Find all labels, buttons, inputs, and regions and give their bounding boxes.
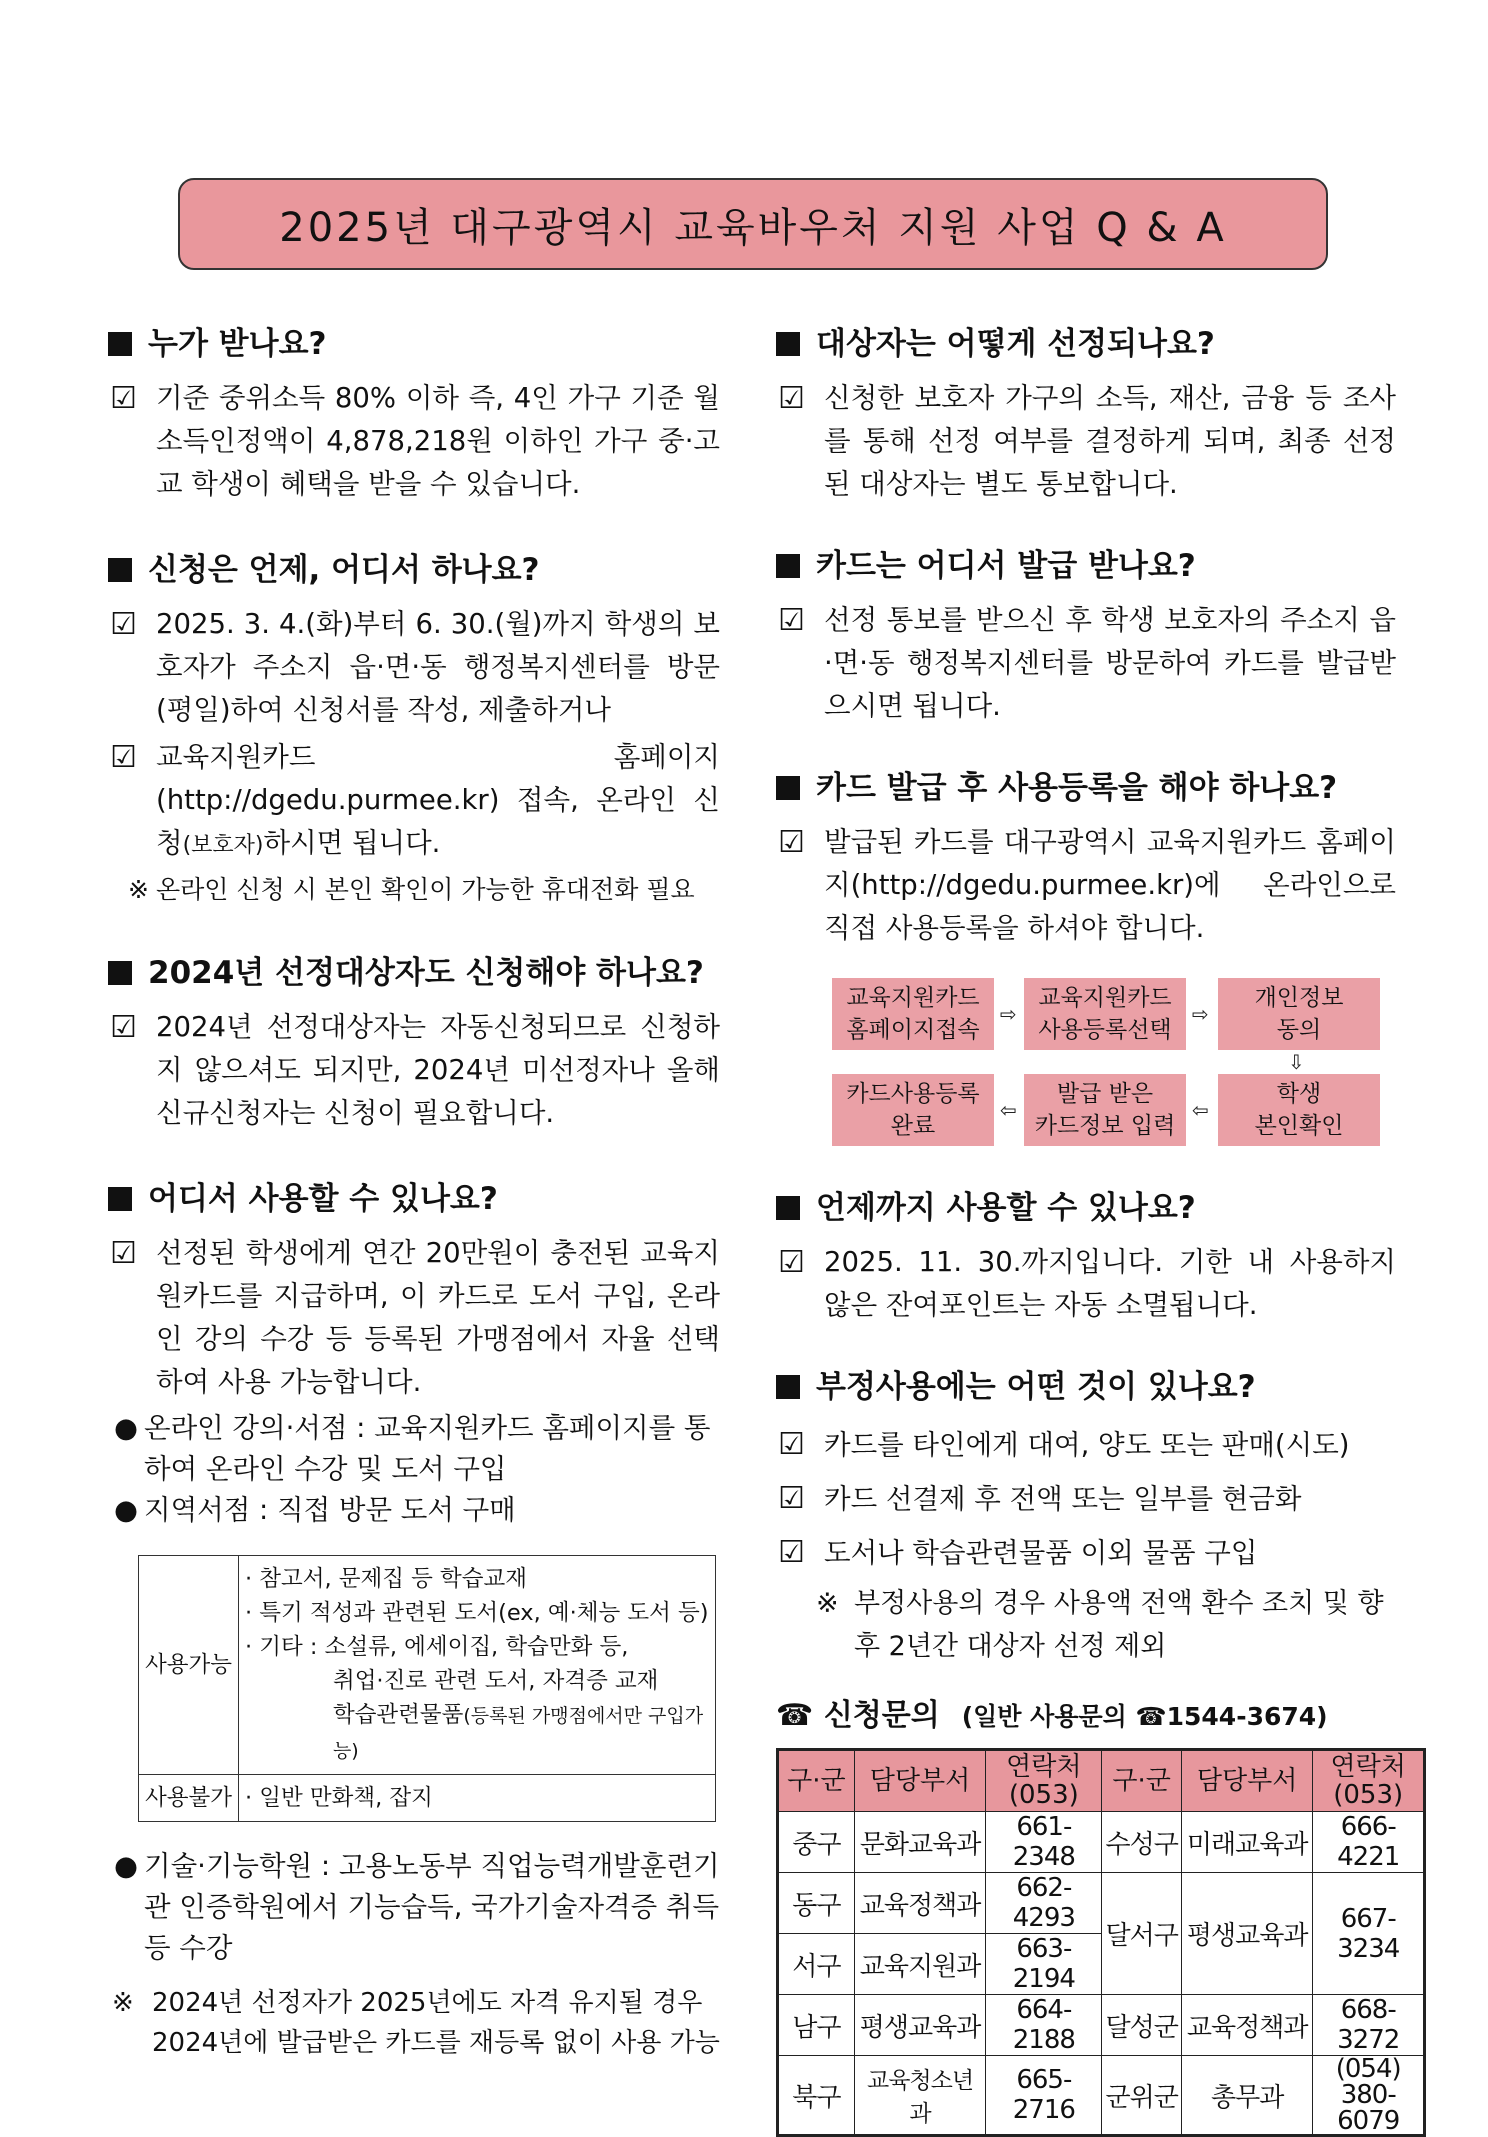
arrow-right-icon: ⇨: [1192, 1002, 1209, 1026]
table-cell: 수성구: [1102, 1812, 1182, 1873]
inquiry-subtitle: (일반 사용문의 ☎1544-3674): [961, 1702, 1328, 1731]
square-bullet-icon: [776, 554, 800, 578]
checkbox-icon: ☑: [110, 1236, 137, 1271]
flow-step-text: 개인정보: [1254, 985, 1344, 1011]
table-cell: 661-2348: [986, 1812, 1102, 1873]
table-cell: 668-3272: [1313, 1995, 1425, 2056]
note-text: 2024년 선정자가 2025년에도 자격 유지될 경우 2024년에 발급받은 카드를 재등록 없이 사용 가능: [152, 1988, 720, 2058]
question-text: 카드는 어디서 발급 받나요?: [816, 548, 1196, 584]
table-cell: 북구: [778, 2056, 855, 2136]
table-cell: 중구: [778, 1812, 855, 1873]
answer-text: 2025. 3. 4.(화)부터 6. 30.(월)까지 학생의 보호자가 주소지 읍·면·동 행정복지센터를 방문(평일)하여 신청서를 작성, 제출하거나: [156, 608, 720, 726]
section-misuse: [776, 1361, 1396, 1668]
table-cell: 미래교육과: [1181, 1812, 1313, 1873]
left-column: [108, 318, 720, 2101]
square-bullet-icon: [108, 1187, 132, 1211]
arrow-down-icon: ⇩: [1288, 1050, 1305, 1074]
reference-mark-icon: ※: [816, 1588, 839, 1619]
question-heading: [108, 544, 720, 589]
question-heading: [776, 318, 1396, 363]
question-text: 2024년 선정대상자도 신청해야 하나요?: [148, 955, 704, 991]
table-row: [778, 1995, 1425, 2056]
flow-step: [832, 1074, 994, 1146]
flow-step: [1218, 1074, 1380, 1146]
flow-step-text: 카드사용등록: [846, 1081, 980, 1107]
flow-step: [1024, 978, 1186, 1050]
answer-item: [776, 1420, 1396, 1470]
answer-text: 선정 통보를 받으신 후 학생 보호자의 주소지 읍·면·동 행정복지센터를 방문하여 카드를 발급받으시면 됩니다.: [824, 604, 1396, 722]
bullet-text: 지역서점 : 직접 방문 도서 구매: [144, 1494, 516, 1526]
header-cell: 담당부서: [1181, 1750, 1313, 1812]
table-cell: 달성군: [1102, 1995, 1182, 2056]
flow-step-text: 동의: [1276, 1017, 1322, 1043]
checkbox-icon: ☑: [778, 1481, 805, 1516]
bullet-dot-icon: ●: [114, 1850, 138, 1882]
table-cell: 문화교육과: [854, 1812, 986, 1873]
checkbox-icon: ☑: [778, 1427, 805, 1462]
note: [108, 1983, 720, 2063]
answer-text: 카드 선결제 후 전액 또는 일부를 현금화: [824, 1483, 1302, 1515]
question-text: 부정사용에는 어떤 것이 있나요?: [816, 1369, 1256, 1405]
table-cell: 달서구: [1102, 1873, 1182, 1995]
allowed-text-small: (등록된 가맹점에서만 구입가능): [332, 1705, 704, 1762]
table-cell: 교육지원과: [854, 1934, 986, 1995]
question-text: 어디서 사용할 수 있나요?: [148, 1181, 498, 1217]
answer-text: 하시면 됩니다.: [263, 827, 441, 859]
note-text: 온라인 신청 시 본인 확인이 가능한 휴대전화 필요: [156, 875, 695, 904]
answer-item: [108, 1006, 720, 1135]
square-bullet-icon: [108, 961, 132, 985]
question-heading: [776, 1361, 1396, 1406]
question-text: 신청은 언제, 어디서 하나요?: [148, 552, 540, 588]
square-bullet-icon: [776, 332, 800, 356]
question-heading: [108, 947, 720, 992]
table-cell: · 일반 만화책, 잡지: [238, 1775, 715, 1822]
table-cell: 663-2194: [986, 1934, 1102, 1995]
table-row: [778, 2056, 1425, 2136]
table-cell: 총무과: [1181, 2056, 1313, 2136]
checkbox-icon: ☑: [110, 381, 137, 416]
bullet-dot-icon: ●: [114, 1412, 138, 1444]
table-row: [139, 1775, 716, 1822]
header-cell: 담당부서: [854, 1750, 986, 1812]
bullet-item: [108, 1408, 720, 1490]
answer-text: 발급된 카드를 대구광역시 교육지원카드 홈페이지(http://dgedu.purmee.kr)에 온라인으로 직접 사용등록을 하셔야 합니다.: [824, 826, 1396, 944]
checkbox-icon: ☑: [778, 1245, 805, 1280]
header-cell: 구·군: [1102, 1750, 1182, 1812]
table-cell: 665-2716: [986, 2056, 1102, 2136]
table-cell: 교육정책과: [1181, 1995, 1313, 2056]
answer-text: 카드를 타인에게 대여, 양도 또는 판매(시도): [824, 1429, 1350, 1461]
header-text: 연락처: [1330, 1752, 1406, 1782]
section-apply: [108, 544, 720, 909]
note: [776, 1582, 1396, 1668]
answer-item: [776, 599, 1396, 728]
answer-text: 교육지원카드 홈페이지(http://dgedu.purmee.kr) 접속, 온라인 신청: [156, 741, 720, 859]
answer-text: 신청한 보호자 가구의 소득, 재산, 금융 등 조사를 통해 선정 여부를 결정하게 되며, 최종 선정된 대상자는 별도 통보합니다.: [824, 382, 1396, 500]
table-header-row: [778, 1750, 1425, 1812]
inquiry-title: 신청문의: [823, 1698, 940, 1733]
answer-item: [776, 1474, 1396, 1524]
section-who: [108, 318, 720, 506]
answer-text: 도서나 학습관련물품 이외 물품 구입: [824, 1537, 1258, 1569]
question-text: 카드 발급 후 사용등록을 해야 하나요?: [816, 770, 1338, 806]
flow-step-text: 완료: [890, 1113, 936, 1139]
table-cell: 사용불가: [139, 1775, 239, 1822]
square-bullet-icon: [776, 1375, 800, 1399]
flow-step-text: 홈페이지접속: [846, 1017, 980, 1043]
table-cell: 사용가능: [139, 1556, 239, 1775]
bullet-item: [108, 1846, 720, 1969]
answer-text: 기준 중위소득 80% 이하 즉, 4인 가구 기준 월 소득인정액이 4,878,218원 이하인 가구 중·고교 학생이 혜택을 받을 수 있습니다.: [156, 382, 720, 500]
answer-text-small: (보호자): [182, 833, 264, 858]
arrow-right-icon: ⇨: [1000, 1002, 1017, 1026]
flow-step-text: 교육지원카드: [1038, 985, 1172, 1011]
flow-step: [832, 978, 994, 1050]
answer-text: 2024년 선정대상자는 자동신청되므로 신청하지 않으셔도 되지만, 2024년 미선정자나 올해 신규신청자는 신청이 필요합니다.: [156, 1011, 720, 1129]
table-cell: [238, 1556, 715, 1775]
answer-item: [108, 1232, 720, 1404]
table-cell: 교육청소년과: [854, 2056, 986, 2136]
header-text: 연락처: [1006, 1752, 1082, 1782]
table-row: [778, 1812, 1425, 1873]
allowed-line: · 참고서, 문제집 등 학습교재: [244, 1566, 527, 1592]
answer-item: [776, 377, 1396, 506]
answer-item: [776, 1528, 1396, 1578]
checkbox-icon: ☑: [778, 1535, 805, 1570]
answer-text: 2025. 11. 30.까지입니다. 기한 내 사용하지 않은 잔여포인트는 자동 소멸됩니다.: [824, 1246, 1396, 1321]
header-cell: [1313, 1750, 1425, 1812]
table-cell: 동구: [778, 1873, 855, 1934]
section-expiry: [776, 1182, 1396, 1327]
phone-icon: ☎: [776, 1698, 824, 1733]
bullet-text: 온라인 강의·서점 : 교육지원카드 홈페이지를 통하여 온라인 수강 및 도서 구입: [144, 1412, 711, 1485]
allowed-line: 취업·진로 관련 도서, 자격증 교재: [332, 1668, 659, 1694]
phone-text: 380-6079: [1337, 2080, 1400, 2136]
table-cell: 교육정책과: [854, 1873, 986, 1934]
right-column: [776, 318, 1406, 2137]
table-cell: 664-2188: [986, 1995, 1102, 2056]
flow-step: [1218, 978, 1380, 1050]
bullet-dot-icon: ●: [114, 1494, 138, 1526]
checkbox-icon: ☑: [778, 825, 805, 860]
checkbox-icon: ☑: [110, 1010, 137, 1045]
arrow-left-icon: ⇦: [1000, 1098, 1017, 1122]
allowed-line: · 특기 적성과 관련된 도서(ex, 예·체능 도서 등): [244, 1600, 709, 1626]
answer-item: [108, 736, 720, 867]
note-text: 부정사용의 경우 사용액 전액 환수 조치 및 향후 2년간 대상자 선정 제외: [854, 1588, 1384, 1662]
flow-step: [1024, 1074, 1186, 1146]
question-text: 대상자는 어떻게 선정되나요?: [816, 326, 1215, 362]
bullet-text: 기술·기능학원 : 고용노동부 직업능력개발훈련기관 인증학원에서 기능습득, 국가기술자격증 취득 등 수강: [144, 1850, 720, 1964]
answer-item: [776, 1241, 1396, 1327]
header-cell: 구·군: [778, 1750, 855, 1812]
answer-item: [776, 821, 1396, 950]
registration-flow: [832, 978, 1396, 1156]
header-text: (053): [1008, 1780, 1079, 1810]
usage-table: [138, 1555, 716, 1822]
flow-step-text: 본인확인: [1254, 1113, 1344, 1139]
table-cell: 남구: [778, 1995, 855, 2056]
flow-step-text: 교육지원카드: [846, 985, 980, 1011]
table-row: [778, 1873, 1425, 1934]
table-cell: 662-4293: [986, 1873, 1102, 1934]
section-card-issue: [776, 540, 1396, 728]
checkbox-icon: ☑: [110, 607, 137, 642]
question-text: 언제까지 사용할 수 있나요?: [816, 1190, 1196, 1226]
checkbox-icon: ☑: [778, 381, 805, 416]
allowed-line: [245, 1698, 709, 1768]
reference-mark-icon: ※: [128, 875, 149, 904]
flow-step-text: 사용등록선택: [1038, 1017, 1172, 1043]
table-row: [139, 1556, 716, 1775]
header-text: (053): [1333, 1780, 1404, 1810]
table-cell: [1313, 2056, 1425, 2136]
arrow-left-icon: ⇦: [1192, 1098, 1209, 1122]
section-selection: [776, 318, 1396, 506]
note: [108, 871, 720, 909]
reference-mark-icon: ※: [112, 1988, 134, 2018]
answer-item: [108, 603, 720, 732]
square-bullet-icon: [108, 558, 132, 582]
table-cell: 군위군: [1102, 2056, 1182, 2136]
section-2024: [108, 947, 720, 1135]
allowed-line: · 기타 : 소설류, 에세이집, 학습만화 등,: [244, 1634, 629, 1660]
checkbox-icon: ☑: [778, 603, 805, 638]
flow-step-text: 카드정보 입력: [1034, 1113, 1176, 1139]
flow-step-text: 학생: [1276, 1081, 1322, 1107]
table-cell: 666-4221: [1313, 1812, 1425, 1873]
question-heading: [776, 540, 1396, 585]
question-heading: [776, 762, 1396, 807]
square-bullet-icon: [776, 776, 800, 800]
table-cell: 평생교육과: [1181, 1873, 1313, 1995]
section-registration: [776, 762, 1396, 1156]
bullet-item: [108, 1490, 720, 1531]
inquiry-heading: [776, 1690, 1396, 1734]
question-text: 누가 받나요?: [148, 326, 327, 362]
question-heading: [776, 1182, 1396, 1227]
flow-step-text: 발급 받은: [1056, 1081, 1154, 1107]
page-title: 2025년 대구광역시 교육바우처 지원 사업 Q & A: [178, 178, 1328, 270]
square-bullet-icon: [776, 1196, 800, 1220]
table-cell: 평생교육과: [854, 1995, 986, 2056]
table-cell: 667-3234: [1313, 1873, 1425, 1995]
checkbox-icon: ☑: [110, 740, 137, 775]
header-cell: [986, 1750, 1102, 1812]
question-heading: [108, 1173, 720, 1218]
section-where-use: [108, 1173, 720, 2063]
table-cell: 서구: [778, 1934, 855, 1995]
allowed-text: 학습관련물품: [332, 1702, 464, 1728]
square-bullet-icon: [108, 332, 132, 356]
answer-text: 선정된 학생에게 연간 20만원이 충전된 교육지원카드를 지급하며, 이 카드로 도서 구입, 온라인 강의 수강 등 등록된 가맹점에서 자율 선택하여 사용 가능합니다.: [156, 1237, 720, 1398]
question-heading: [108, 318, 720, 363]
answer-item: [108, 377, 720, 506]
contact-table: [776, 1748, 1426, 2137]
phone-text: (054): [1335, 2054, 1401, 2084]
